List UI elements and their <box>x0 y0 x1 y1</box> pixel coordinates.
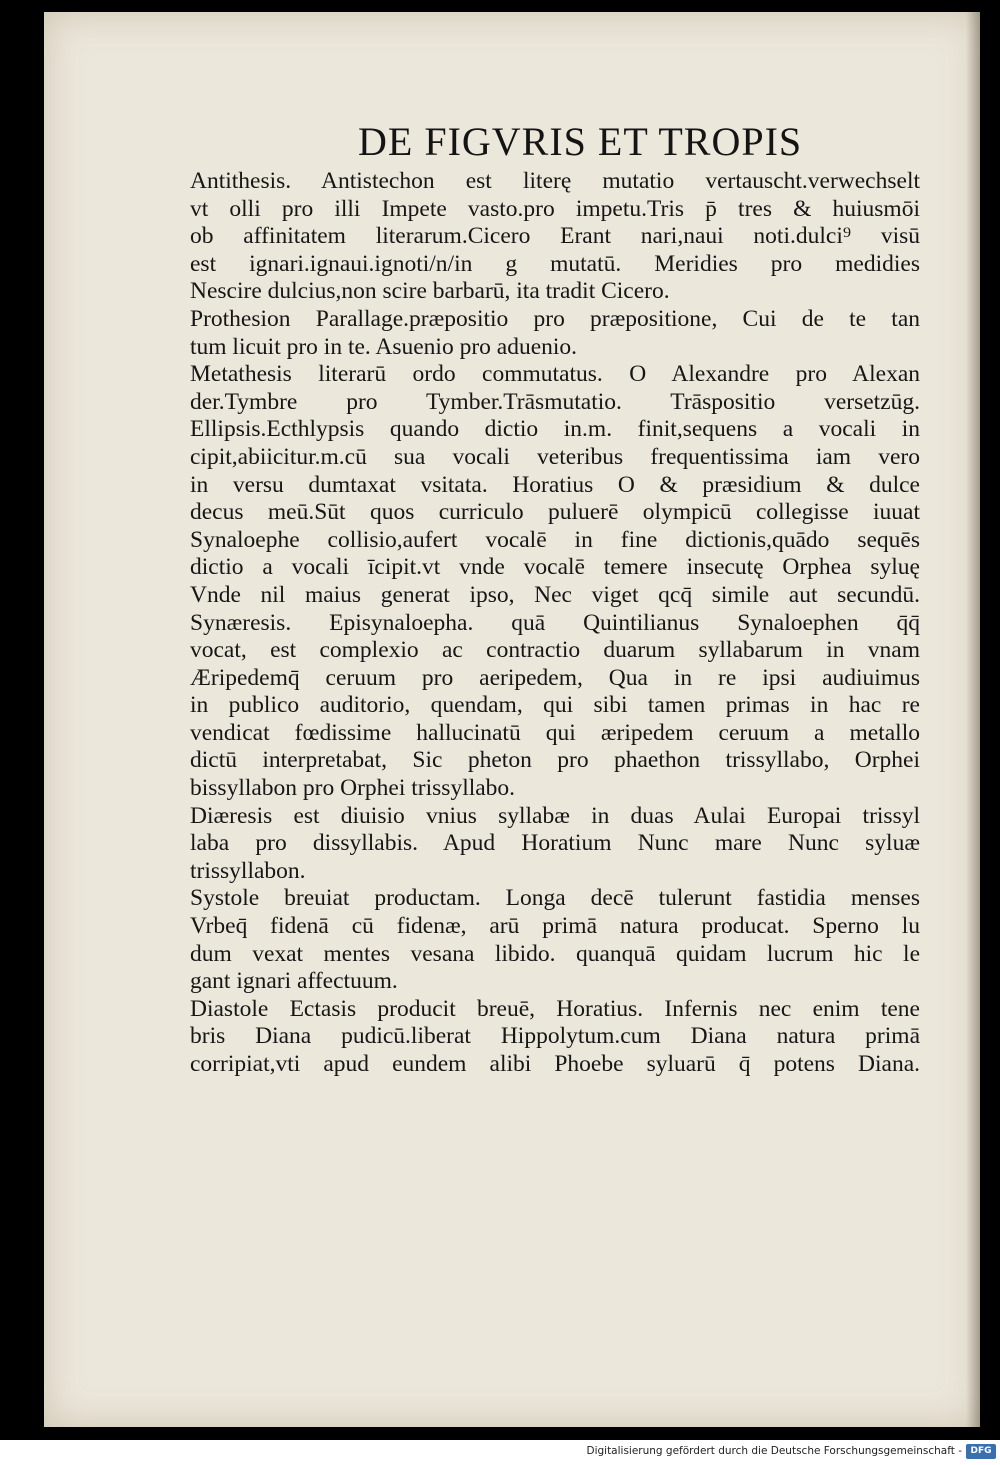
footer-credit: Digitalisierung gefördert durch die Deutsche Forschungsgemeinschaft - <box>586 1445 962 1457</box>
text-line: Vnde nil maius generat ipso, Nec viget qcq̄ simile aut secundū. <box>190 581 920 608</box>
text-line: est ignari.ignaui.ignoti/n/in g mutatū. Meridies pro medidies <box>190 250 920 277</box>
text-line: in versu dumtaxat vsitata. Horatius O & præsidium & dulce <box>190 471 920 498</box>
text-line: Æripedemq̄ ceruum pro aeripedem, Qua in re ipsi audiuimus <box>190 664 920 691</box>
text-line: bris Diana pudicū.liberat Hippolytum.cum Diana natura primā <box>190 1023 920 1050</box>
text-line: dum vexat mentes vesana libido. quanquā quidam lucrum hic le <box>190 940 920 967</box>
page-heading: DE FIGVRIS ET TROPIS <box>358 119 803 164</box>
text-line: ob affinitatem literarum.Cicero Erant nari,naui noti.dulci⁹ visū <box>190 223 920 250</box>
text-line: tum licuit pro in te. Asuenio pro aduenio. <box>190 333 578 360</box>
text-line: cipit,abiicitur.m.cū sua vocali veteribus frequentissima iam vero <box>190 443 920 470</box>
text-line: corripiat,vti apud eundem alibi Phoebe syluarū q̄ potens Diana. <box>190 1051 920 1077</box>
dfg-logo: DFG <box>966 1444 996 1459</box>
footer-bar <box>0 1440 1000 1465</box>
text-line: vt olli pro illi Impete vasto.pro impetu.Tris p̄ tres & huiusmōi <box>190 195 920 222</box>
page-edge-shadow <box>966 12 980 1427</box>
text-line: Diastole Ectasis producit breuē, Horatius. Infernis nec enim tene <box>190 995 920 1022</box>
text-line: der.Tymbre pro Tymber.Trāsmutatio. Trāspositio versetzūg. <box>190 388 920 415</box>
text-line: Metathesis literarū ordo commutatus. O Alexandre pro Alexan <box>190 361 920 388</box>
text-line: dictū interpretabat, Sic pheton pro phaethon trissyllabo, Orphei <box>190 747 920 774</box>
text-line: Prothesion Parallage.præpositio pro præpositione, Cui de te tan <box>190 305 920 332</box>
text-line: Diæresis est diuisio vnius syllabæ in duas Aulai Europai trissyl <box>190 802 920 829</box>
text-line: Synaloephe collisio,aufert vocalē in fine dictionis,quādo sequēs <box>190 526 920 553</box>
text-line: Ellipsis.Ecthlypsis quando dictio in.m. finit,sequens a vocali in <box>190 416 920 443</box>
text-line: laba pro dissyllabis. Apud Horatium Nunc mare Nunc syluæ <box>190 830 920 857</box>
text-line: Systole breuiat productam. Longa decē tulerunt fastidia menses <box>190 885 920 912</box>
text-line: trissyllabon. <box>190 857 306 884</box>
text-line: Antithesis. Antistechon est literę mutatio vertauscht.verwechselt <box>190 168 920 194</box>
text-line: vendicat fœdissime hallucinatū qui æripedem ceruum a metallo <box>190 719 920 746</box>
text-line: Nescire dulcius,non scire barbarū, ita tradit Cicero. <box>190 278 670 305</box>
text-line: dictio a vocali īcipit.vt vnde vocalē temere insecutę Orphea syluę <box>190 554 920 581</box>
text-line: decus meū.Sūt quos curriculo puluerē olympicū collegisse iuuat <box>190 499 920 526</box>
text-line: gant ignari affectuum. <box>190 968 398 995</box>
text-line: Vrbeq̄ fidenā cū fidenæ, arū primā natura producat. Sperno lu <box>190 913 920 940</box>
page-text <box>190 168 920 1079</box>
text-line: vocat, est complexio ac contractio duarum syllabarum in vnam <box>190 637 920 664</box>
text-line: bissyllabon pro Orphei trissyllabo. <box>190 775 516 802</box>
text-line: Synæresis. Episynaloepha. quā Quintilianus Synaloephen q̄q̄ <box>190 609 920 636</box>
text-line: in publico auditorio, quendam, qui sibi tamen primas in hac re <box>190 692 920 719</box>
